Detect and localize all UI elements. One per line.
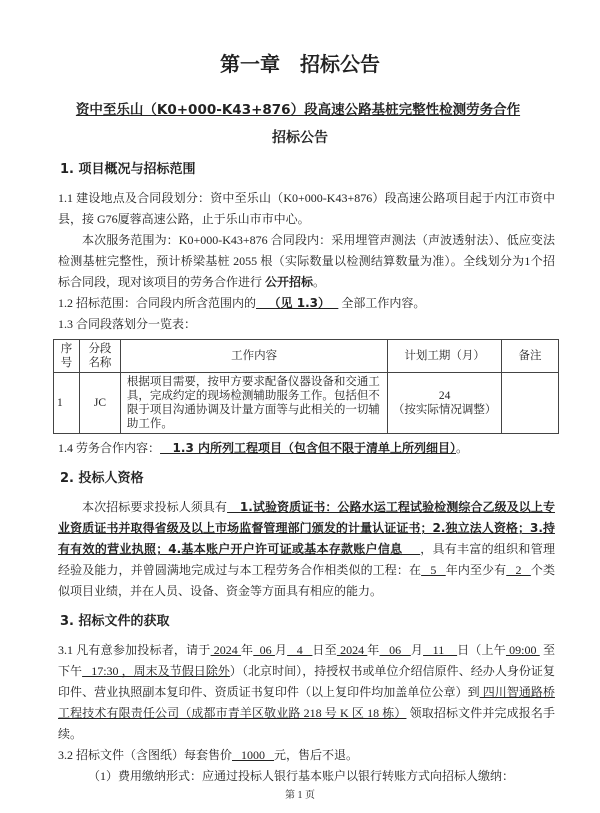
col-header-period: 计划工期（月） [388, 340, 502, 373]
underlined-fill-text: 基本账户开户许可证或基本存款账户信息 [181, 542, 421, 556]
text-segment: 年 [241, 643, 254, 657]
underlined-fill-text: 并取得省级及以上市场监督管理部门颁发的计量认证证书；2.独立法人资格；3.持有有效的营业执照；4. [58, 521, 555, 556]
notice-title: 招标公告 [272, 130, 328, 146]
chapter-title: 第一章 招标公告 [220, 52, 380, 76]
underlined-fill-text: 17:30 ，周末及节假日除外 [82, 664, 230, 678]
underlined-fill-text: 06 [379, 643, 411, 657]
underlined-fill-text: 四川智通路桥工程技术有限责任公司（成 [58, 685, 555, 720]
cell-period [388, 373, 502, 434]
text-segment: 下午 [58, 664, 83, 678]
paragraph [58, 497, 555, 602]
text-segment: 厦蓉高速公路，止于乐山市市中心。 [117, 212, 310, 226]
underlined-fill-text: 都市青羊区敬业路 218 号 K 区 18 栋） [203, 706, 407, 720]
underlined-fill-text: 2 [506, 563, 531, 577]
table-row [54, 373, 559, 434]
underlined-fill-text: 2024 [336, 643, 368, 657]
text-segment: 月 [410, 643, 424, 657]
text-segment: 。 [313, 275, 326, 289]
project-title: 资中至乐山（K0+000-K43+876）段高速公路基桩完整性检测劳务合作 [75, 102, 521, 118]
underlined-fill-text: 1.3 内所列工程项目（包含但不限于清单上所列细目） [160, 441, 456, 455]
text-segment: 。 [456, 441, 469, 455]
paragraph [58, 745, 555, 766]
text-segment: 3.2 招标文件（含图纸）每套售价 [58, 748, 233, 762]
text-segment: 本次招标要求投标人须具有 [82, 500, 228, 514]
period-value: 24 [438, 390, 451, 402]
paragraph [58, 230, 555, 293]
paragraph [58, 293, 555, 314]
underlined-fill-text: 06 [253, 643, 275, 657]
text-segment: 1.2 招标范围：合同段内所含范围内的 [58, 296, 257, 310]
text-segment: 年内至少有 [445, 563, 507, 577]
paragraph [58, 314, 555, 335]
text-segment: 完整性，预计桥梁基桩 2055 根（实际数量以检测结算数量为准）。全线划分为1个招标合同段，现对该项 [58, 254, 555, 289]
underlined-fill-text: 1000 [232, 748, 275, 762]
col-header-content: 工作内容 [120, 340, 387, 373]
col-header-no: 序号 [54, 340, 80, 373]
paragraph [58, 438, 555, 459]
text-segment: 1.4 劳务合作内容： [58, 441, 161, 455]
text-segment: 日至 [312, 643, 337, 657]
bold-text: 公开招标 [265, 275, 314, 289]
page-number: 第 1 页 [285, 790, 315, 801]
text-segment: 年 [367, 643, 380, 657]
paragraph [58, 766, 555, 787]
text-segment: 全部工作内容。 [338, 296, 426, 310]
section-1-heading: 1. 项目概况与招标范围 [60, 162, 196, 177]
text-segment: 元，售后不退。 [274, 748, 359, 762]
text-segment: 日（上午 [457, 643, 506, 657]
text-segment: 工程劳务合作相类似的工程：在 [251, 563, 422, 577]
cell-name: JC [79, 373, 120, 434]
contract-section-table [53, 339, 559, 434]
paragraph [58, 640, 555, 745]
col-header-remark: 备注 [502, 340, 559, 373]
cell-no: 1 [54, 373, 80, 434]
underlined-fill-text: 4 [287, 643, 313, 657]
cell-remark [502, 373, 559, 434]
underlined-fill-text: 2024 [210, 643, 242, 657]
text-segment: ）（北京时间），持授权书或单位介绍信原件、经办人身份证复印件、营业 [58, 664, 555, 699]
paragraph [58, 188, 555, 230]
text-segment: 1.3 合同段落划分一览表： [58, 317, 197, 331]
underlined-fill-text: （见 1.3） [256, 296, 339, 310]
text-segment: 1.1 建设地点及合同段划分：资中至乐山（K0+000-K43+876）段高速公路项目起于内江市资中县，接 G76 [58, 191, 555, 226]
text-segment: 个类似项目业绩，并在人员、设备、资金等方面具 [58, 563, 555, 598]
period-note: （按实际情况调整） [392, 404, 497, 416]
text-segment: 至 [539, 643, 555, 657]
text-segment: 3.1 凡有意参加投标者，请于 [58, 643, 211, 657]
section-3-heading: 3. 招标文件的获取 [60, 614, 170, 629]
underlined-fill-text: 1.试验资质证书：公路水运工程试验检测综合乙级及以上专业资质证书 [58, 500, 555, 535]
text-segment: 本次服务范围为：K0+000-K43+876 合同段内：采用埋管声测法（声波透射法）、低应变法检测基桩 [58, 233, 555, 268]
text-segment: 执照副本复印件、资质证书复印件（以上复印件均加盖单位公章）到 [118, 685, 480, 699]
table-header-row [54, 340, 559, 373]
text-segment: 领取招标文件并完成报名手续。 [58, 706, 555, 741]
underlined-fill-text: 11 [423, 643, 458, 657]
col-header-name: 分段名称 [79, 340, 120, 373]
text-segment: 有相应的能力。 [298, 584, 383, 598]
section-2-heading: 2. 投标人资格 [60, 471, 144, 486]
text-segment: （1）费用缴纳形式：应通过投标人银行基本账户以银行转账方式向招标人缴纳： [88, 769, 515, 783]
underlined-fill-text: 5 [421, 563, 446, 577]
text-segment: ，具有丰富的组织和管理经验及能力，并曾圆满地完成过与本 [58, 542, 555, 577]
text-segment: 目的劳务合作进行 [166, 275, 266, 289]
text-segment: 月 [274, 643, 288, 657]
underlined-fill-text: 09:00 [505, 643, 540, 657]
cell-content: 根据项目需要，按甲方要求配备仪器设备和交通工具，完成约定的现场检测辅助服务工作。包括但不限于项目沟通协调及计量方面等与此相关的一切辅助工作。 [120, 373, 387, 434]
